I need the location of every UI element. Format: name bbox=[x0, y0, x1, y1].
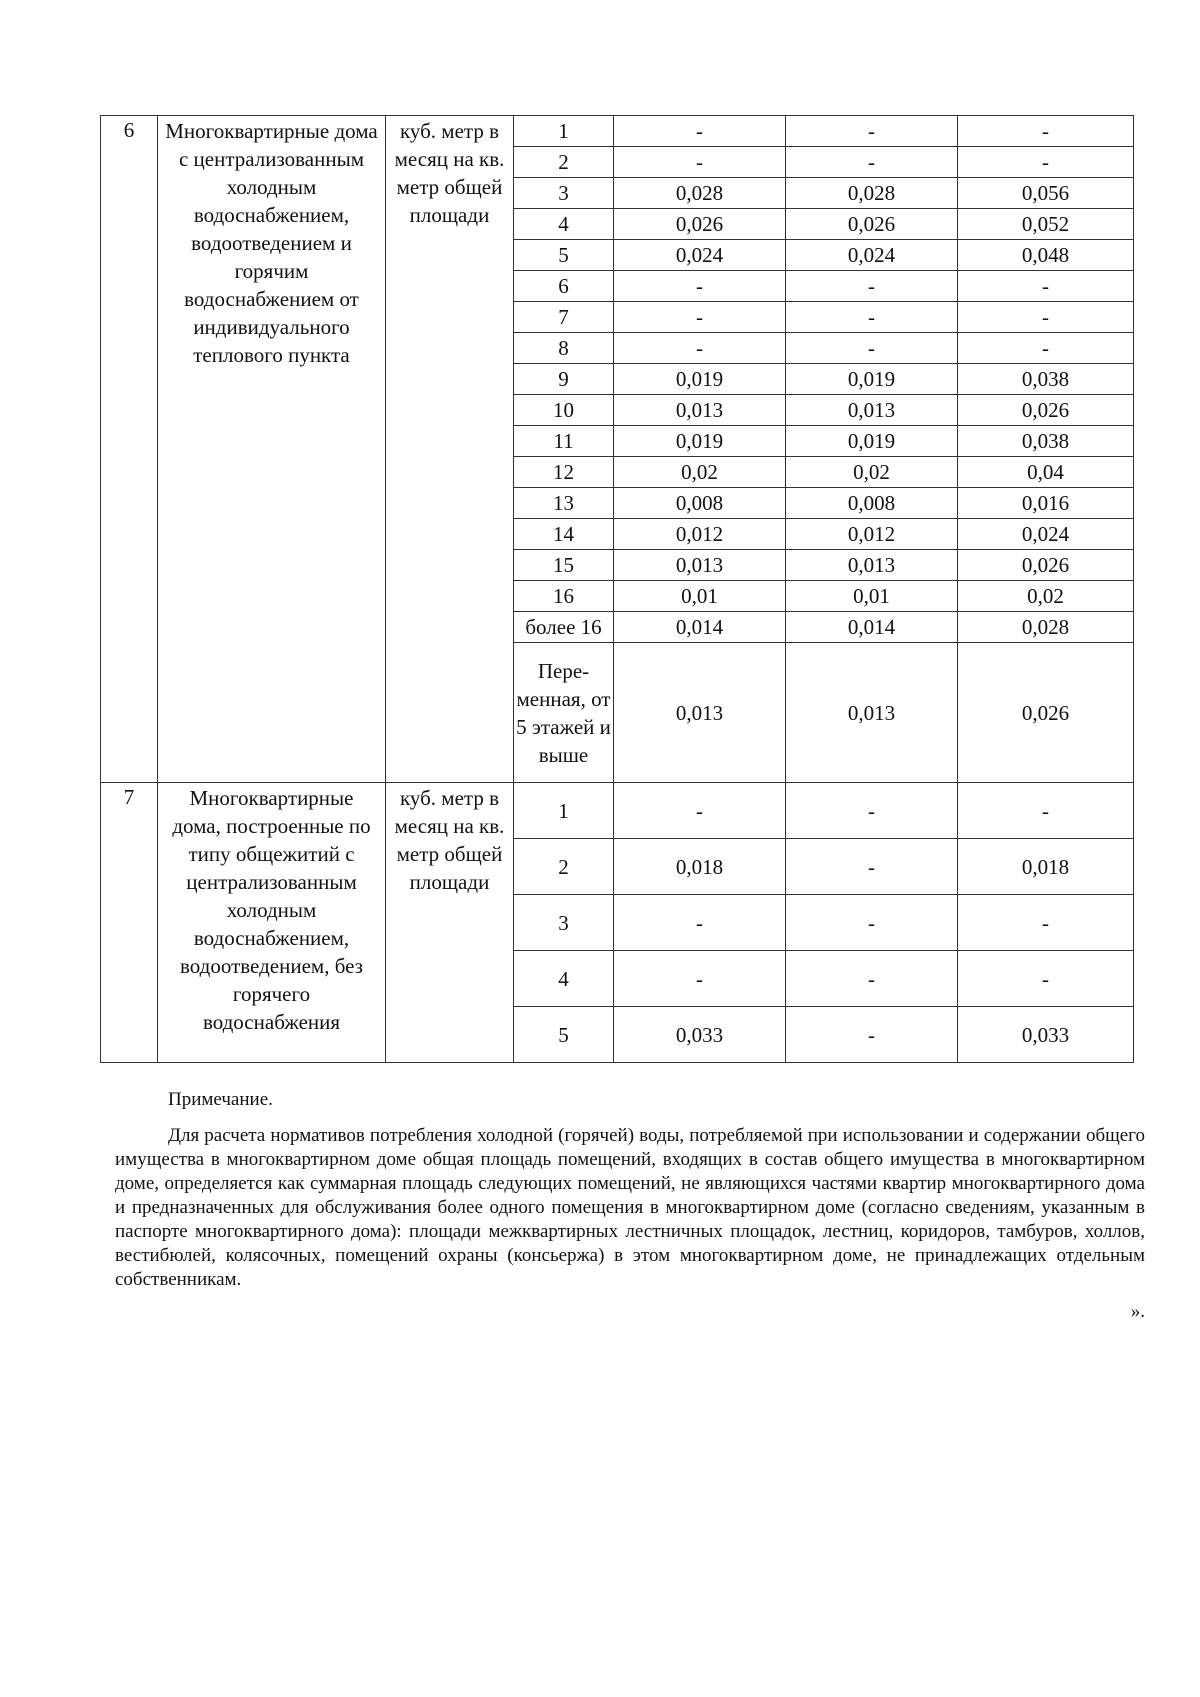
value-cell: 0,013 bbox=[786, 643, 958, 783]
floors-cell: 10 bbox=[514, 395, 614, 426]
value-cell: 0,028 bbox=[958, 612, 1134, 643]
floors-cell: более 16 bbox=[514, 612, 614, 643]
value-cell: 0,019 bbox=[786, 426, 958, 457]
note-section bbox=[115, 1088, 1145, 1324]
value-cell: - bbox=[786, 333, 958, 364]
value-cell: 0,048 bbox=[958, 240, 1134, 271]
value-cell: 0,038 bbox=[958, 426, 1134, 457]
value-cell: - bbox=[786, 783, 958, 839]
note-body: Для расчета нормативов потребления холодной (горячей) воды, потребляемой при использовании и содержании общего имущества в многоквартирном доме общая площадь помещений, входящих в состав общего имущества в многоквартирном доме, определяется как суммарная площадь следующих помещений, не являющихся частями квартир многоквартирного дома и предназначенных для обслуживания более одного помещения в многоквартирном доме (согласно сведениям, указанным в паспорте многоквартирного дома): площади межквартирных лестничных площадок, лестниц, коридоров, тамбуров, холлов, вестибюлей, колясочных, помещений охраны (консьержа) в этом многоквартирном доме, не принадлежащих отдельным собственникам. bbox=[115, 1125, 1145, 1290]
note-title: Примечание. bbox=[168, 1089, 273, 1110]
value-cell: 0,013 bbox=[614, 550, 786, 581]
value-cell: 0,024 bbox=[786, 240, 958, 271]
value-cell: 0,024 bbox=[614, 240, 786, 271]
value-cell: 0,026 bbox=[958, 643, 1134, 783]
building-description: Многоквартирные дома с централизованным холодным водоснабжением, водоотведением и горячим водоснабжением от индивидуального теплового пункта bbox=[158, 116, 386, 783]
floors-cell: 2 bbox=[514, 147, 614, 178]
value-cell: 0,013 bbox=[614, 395, 786, 426]
value-cell: 0,019 bbox=[614, 426, 786, 457]
value-cell: - bbox=[614, 116, 786, 147]
floors-cell: 16 bbox=[514, 581, 614, 612]
floors-cell: 5 bbox=[514, 240, 614, 271]
value-cell: 0,008 bbox=[614, 488, 786, 519]
value-cell: 0,02 bbox=[958, 581, 1134, 612]
value-cell: 0,013 bbox=[786, 550, 958, 581]
floors-cell: 6 bbox=[514, 271, 614, 302]
value-cell: 0,01 bbox=[614, 581, 786, 612]
table-row bbox=[101, 783, 1134, 839]
value-cell: 0,019 bbox=[786, 364, 958, 395]
value-cell: - bbox=[614, 271, 786, 302]
value-cell: - bbox=[958, 783, 1134, 839]
value-cell: 0,056 bbox=[958, 178, 1134, 209]
value-cell: - bbox=[786, 1007, 958, 1063]
value-cell: - bbox=[786, 116, 958, 147]
value-cell: 0,012 bbox=[786, 519, 958, 550]
value-cell: - bbox=[958, 333, 1134, 364]
value-cell: 0,052 bbox=[958, 209, 1134, 240]
value-cell: 0,038 bbox=[958, 364, 1134, 395]
floors-cell: 11 bbox=[514, 426, 614, 457]
floors-cell: 9 bbox=[514, 364, 614, 395]
floors-cell: 5 bbox=[514, 1007, 614, 1063]
floors-cell: 14 bbox=[514, 519, 614, 550]
value-cell: 0,013 bbox=[786, 395, 958, 426]
value-cell: 0,026 bbox=[614, 209, 786, 240]
floors-cell: 4 bbox=[514, 951, 614, 1007]
value-cell: 0,026 bbox=[786, 209, 958, 240]
row-number: 6 bbox=[101, 116, 158, 783]
floors-cell: 15 bbox=[514, 550, 614, 581]
building-description: Многоквартирные дома, построенные по типу общежитий с централизованным холодным водоснабжением, водоотведением, без горячего водоснабжения bbox=[158, 783, 386, 1063]
value-cell: 0,024 bbox=[958, 519, 1134, 550]
floors-cell: 12 bbox=[514, 457, 614, 488]
value-cell: 0,02 bbox=[786, 457, 958, 488]
floors-cell: Пере-менная, от 5 этажей и выше bbox=[514, 643, 614, 783]
closing-quote: ». bbox=[1130, 1301, 1145, 1322]
value-cell: - bbox=[786, 271, 958, 302]
value-cell: - bbox=[958, 895, 1134, 951]
row-number: 7 bbox=[101, 783, 158, 1063]
value-cell: 0,026 bbox=[958, 550, 1134, 581]
value-cell: - bbox=[614, 333, 786, 364]
floors-cell: 3 bbox=[514, 895, 614, 951]
value-cell: 0,02 bbox=[614, 457, 786, 488]
floors-cell: 3 bbox=[514, 178, 614, 209]
value-cell: - bbox=[958, 147, 1134, 178]
value-cell: 0,01 bbox=[786, 581, 958, 612]
value-cell: 0,016 bbox=[958, 488, 1134, 519]
unit-of-measure: куб. метр в месяц на кв. метр общей площади bbox=[386, 783, 514, 1063]
unit-of-measure: куб. метр в месяц на кв. метр общей площади bbox=[386, 116, 514, 783]
value-cell: - bbox=[786, 895, 958, 951]
value-cell: - bbox=[786, 951, 958, 1007]
floors-cell: 1 bbox=[514, 783, 614, 839]
value-cell: - bbox=[786, 302, 958, 333]
floors-cell: 7 bbox=[514, 302, 614, 333]
value-cell: - bbox=[958, 951, 1134, 1007]
floors-cell: 1 bbox=[514, 116, 614, 147]
value-cell: 0,019 bbox=[614, 364, 786, 395]
value-cell: 0,028 bbox=[614, 178, 786, 209]
table-row bbox=[101, 116, 1134, 147]
value-cell: 0,013 bbox=[614, 643, 786, 783]
value-cell: 0,04 bbox=[958, 457, 1134, 488]
value-cell: - bbox=[958, 271, 1134, 302]
value-cell: 0,028 bbox=[786, 178, 958, 209]
value-cell: - bbox=[786, 839, 958, 895]
value-cell: - bbox=[614, 302, 786, 333]
value-cell: - bbox=[958, 116, 1134, 147]
value-cell: - bbox=[614, 147, 786, 178]
value-cell: - bbox=[786, 147, 958, 178]
norms-table bbox=[100, 115, 1134, 1063]
value-cell: - bbox=[958, 302, 1134, 333]
value-cell: 0,018 bbox=[614, 839, 786, 895]
value-cell: - bbox=[614, 951, 786, 1007]
floors-cell: 13 bbox=[514, 488, 614, 519]
value-cell: 0,014 bbox=[786, 612, 958, 643]
floors-cell: 2 bbox=[514, 839, 614, 895]
value-cell: 0,033 bbox=[614, 1007, 786, 1063]
floors-cell: 4 bbox=[514, 209, 614, 240]
value-cell: 0,026 bbox=[958, 395, 1134, 426]
value-cell: 0,018 bbox=[958, 839, 1134, 895]
value-cell: 0,033 bbox=[958, 1007, 1134, 1063]
floors-cell: 8 bbox=[514, 333, 614, 364]
value-cell: 0,012 bbox=[614, 519, 786, 550]
value-cell: 0,008 bbox=[786, 488, 958, 519]
value-cell: - bbox=[614, 783, 786, 839]
table-body bbox=[101, 116, 1134, 1063]
value-cell: - bbox=[614, 895, 786, 951]
value-cell: 0,014 bbox=[614, 612, 786, 643]
